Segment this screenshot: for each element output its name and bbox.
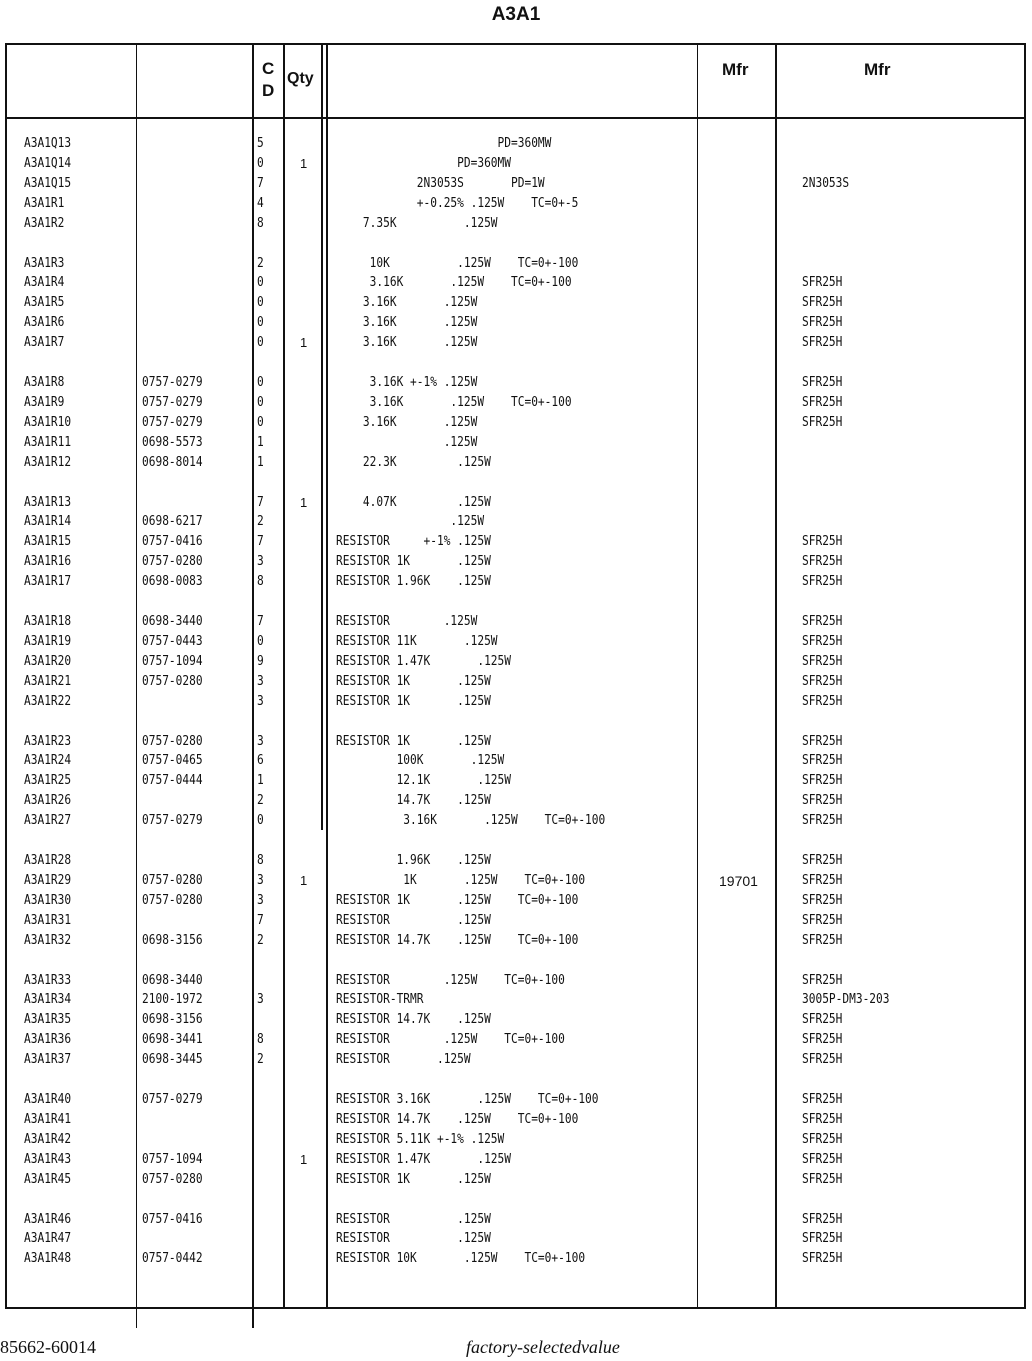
cell-mpn: SFR25H — [802, 395, 843, 410]
cell-mpn: SFR25H — [802, 773, 843, 788]
cell-mpn: SFR25H — [802, 793, 843, 808]
cell-part: 0757-0416 — [142, 1212, 203, 1227]
cell-ref: A3A1R47 — [24, 1231, 72, 1246]
cell-mpn: SFR25H — [802, 415, 843, 430]
cell-mpn: SFR25H — [802, 933, 843, 948]
cell-desc: 22.3K .125W — [336, 455, 491, 470]
cell-desc: RESISTOR +-1% .125W — [336, 534, 491, 549]
cell-cd: 8 — [257, 853, 264, 868]
cell-desc: 3.16K .125W TC=0+-100 — [336, 813, 606, 828]
cell-cd: 0 — [257, 813, 264, 828]
cell-ref: A3A1Q15 — [24, 176, 72, 191]
cell-cd: 0 — [257, 335, 264, 350]
cell-cd: 2 — [257, 933, 264, 948]
cell-mpn: SFR25H — [802, 1231, 843, 1246]
cell-ref: A3A1R20 — [24, 654, 72, 669]
cell-ref: A3A1R23 — [24, 734, 72, 749]
cell-ref: A3A1R12 — [24, 455, 72, 470]
cell-ref: A3A1Q14 — [24, 156, 72, 171]
cell-part: 0757-0280 — [142, 1172, 203, 1187]
cell-part: 0757-0279 — [142, 813, 203, 828]
cell-desc: RESISTOR 1.96K .125W — [336, 574, 491, 589]
cell-cd: 2 — [257, 1052, 264, 1067]
cell-ref: A3A1R2 — [24, 216, 65, 231]
cell-part: 0698-3445 — [142, 1052, 203, 1067]
cell-part: 0757-1094 — [142, 654, 203, 669]
cell-cd: 1 — [257, 435, 264, 450]
cell-part: 0757-0279 — [142, 1092, 203, 1107]
header-cd: C D — [262, 59, 275, 100]
cell-ref: A3A1R31 — [24, 913, 72, 928]
cell-cd: 3 — [257, 734, 264, 749]
cell-mpn: 2N3053S — [802, 176, 850, 191]
cell-ref: A3A1R43 — [24, 1152, 72, 1167]
cell-ref: A3A1R30 — [24, 893, 72, 908]
cell-desc: 3.16K +-1% .125W — [336, 375, 478, 390]
cell-part: 0698-0083 — [142, 574, 203, 589]
header-mfr-part: Mfr — [864, 60, 891, 79]
cell-ref: A3A1R26 — [24, 793, 72, 808]
cell-ref: A3A1R3 — [24, 256, 65, 271]
cell-ref: A3A1Q13 — [24, 136, 72, 151]
cell-desc: RESISTOR 1.47K .125W — [336, 1152, 512, 1167]
cell-mpn: SFR25H — [802, 1152, 843, 1167]
cell-ref: A3A1R36 — [24, 1032, 72, 1047]
cell-mpn: SFR25H — [802, 674, 843, 689]
cell-desc: RESISTOR 3.16K .125W TC=0+-100 — [336, 1092, 599, 1107]
header-qty: Qty — [287, 70, 314, 87]
cell-mpn: SFR25H — [802, 973, 843, 988]
cell-desc: +-0.25% .125W TC=0+-5 — [336, 196, 579, 211]
footer-part-number: 85662-60014 — [0, 1337, 96, 1357]
cell-cd: 8 — [257, 574, 264, 589]
cell-desc: RESISTOR 14.7K .125W — [336, 1012, 491, 1027]
cell-desc: PD=360MW — [336, 156, 512, 171]
cell-ref: A3A1R48 — [24, 1251, 72, 1266]
cell-desc: 3.16K .125W — [336, 295, 478, 310]
cell-cd: 5 — [257, 136, 264, 151]
cell-cd: 3 — [257, 554, 264, 569]
cell-part: 0757-0444 — [142, 773, 203, 788]
cell-desc: .125W — [336, 435, 478, 450]
cell-mpn: SFR25H — [802, 1112, 843, 1127]
cell-mpn: SFR25H — [802, 1172, 843, 1187]
cell-cd: 4 — [257, 196, 264, 211]
cell-desc: RESISTOR 10K .125W TC=0+-100 — [336, 1251, 586, 1266]
cell-desc: 14.7K .125W — [336, 793, 491, 808]
cell-mpn: SFR25H — [802, 654, 843, 669]
cell-desc: 3.16K .125W — [336, 315, 478, 330]
cell-cd: 0 — [257, 295, 264, 310]
cell-part: 2100-1972 — [142, 992, 203, 1007]
cell-ref: A3A1R37 — [24, 1052, 72, 1067]
cell-part: 0757-0280 — [142, 734, 203, 749]
cell-cd: 7 — [257, 176, 264, 191]
cell-desc: 12.1K .125W — [336, 773, 512, 788]
cell-cd: 8 — [257, 216, 264, 231]
cell-desc: 2N3053S PD=1W — [336, 176, 545, 191]
cell-part: 0757-0280 — [142, 893, 203, 908]
cell-ref: A3A1R24 — [24, 753, 72, 768]
cell-desc: PD=360MW — [336, 136, 552, 151]
cell-desc: RESISTOR 1K .125W — [336, 734, 491, 749]
cell-part: 0757-0280 — [142, 554, 203, 569]
cell-desc: RESISTOR .125W — [336, 614, 478, 629]
cell-mpn: SFR25H — [802, 335, 843, 350]
cell-ref: A3A1R25 — [24, 773, 72, 788]
cell-ref: A3A1R45 — [24, 1172, 72, 1187]
cell-ref: A3A1R7 — [24, 335, 65, 350]
cell-part: 0698-6217 — [142, 514, 203, 529]
cell-mpn: SFR25H — [802, 1212, 843, 1227]
cell-cd: 2 — [257, 514, 264, 529]
cell-desc: RESISTOR 14.7K .125W TC=0+-100 — [336, 933, 579, 948]
cell-qty: 1 — [300, 335, 308, 350]
cell-cd: 0 — [257, 315, 264, 330]
cell-cd: 0 — [257, 395, 264, 410]
cell-qty: 1 — [300, 156, 308, 171]
cell-part: 0757-0279 — [142, 375, 203, 390]
cell-cd: 7 — [257, 614, 264, 629]
cell-ref: A3A1R33 — [24, 973, 72, 988]
cell-ref: A3A1R15 — [24, 534, 72, 549]
cell-cd: 0 — [257, 375, 264, 390]
cell-mpn: 3005P-DM3-203 — [802, 992, 890, 1007]
cell-desc: RESISTOR 5.11K +-1% .125W — [336, 1132, 505, 1147]
cell-part: 0698-8014 — [142, 455, 203, 470]
cell-cd: 3 — [257, 674, 264, 689]
cell-cd: 8 — [257, 1032, 264, 1047]
cell-cd: 1 — [257, 455, 264, 470]
cell-desc: RESISTOR 1.47K .125W — [336, 654, 512, 669]
cell-desc: RESISTOR 1K .125W — [336, 1172, 491, 1187]
cell-mpn: SFR25H — [802, 893, 843, 908]
cell-part: 0757-0443 — [142, 634, 203, 649]
cell-ref: A3A1R10 — [24, 415, 72, 430]
cell-mpn: SFR25H — [802, 1052, 843, 1067]
cell-ref: A3A1R35 — [24, 1012, 72, 1027]
cell-part: 0757-0280 — [142, 873, 203, 888]
cell-part: 0698-3440 — [142, 614, 203, 629]
cell-part: 0757-0465 — [142, 753, 203, 768]
cell-desc: RESISTOR 11K .125W — [336, 634, 498, 649]
cell-ref: A3A1R4 — [24, 275, 65, 290]
cell-part: 0757-1094 — [142, 1152, 203, 1167]
cell-cd: 1 — [257, 773, 264, 788]
cell-mpn: SFR25H — [802, 614, 843, 629]
cell-mpn: SFR25H — [802, 275, 843, 290]
cell-part: 0698-3440 — [142, 973, 203, 988]
cell-cd: 3 — [257, 992, 264, 1007]
cell-part: 0698-5573 — [142, 435, 203, 450]
cell-desc: 3.16K .125W TC=0+-100 — [336, 395, 572, 410]
cell-cd: 6 — [257, 753, 264, 768]
footer-note: factory-selectedvalue — [466, 1337, 620, 1357]
cell-mpn: SFR25H — [802, 694, 843, 709]
cell-mpn: SFR25H — [802, 534, 843, 549]
cell-ref: A3A1R27 — [24, 813, 72, 828]
cell-mpn: SFR25H — [802, 734, 843, 749]
cell-ref: A3A1R32 — [24, 933, 72, 948]
cell-ref: A3A1R41 — [24, 1112, 72, 1127]
cell-desc: RESISTOR-TRMR — [336, 992, 424, 1007]
cell-part: 0757-0442 — [142, 1251, 203, 1266]
cell-desc: 3.16K .125W — [336, 415, 478, 430]
cell-ref: A3A1R29 — [24, 873, 72, 888]
cell-desc: 1.96K .125W — [336, 853, 491, 868]
cell-cd: 2 — [257, 793, 264, 808]
cell-desc: RESISTOR .125W — [336, 1052, 471, 1067]
cell-desc: .125W — [336, 514, 485, 529]
cell-desc: RESISTOR 1K .125W — [336, 694, 491, 709]
cell-cd: 3 — [257, 893, 264, 908]
cell-qty: 1 — [300, 873, 308, 888]
cell-ref: A3A1R42 — [24, 1132, 72, 1147]
cell-desc: 3.16K .125W TC=0+-100 — [336, 275, 572, 290]
cell-cd: 9 — [257, 654, 264, 669]
cell-mpn: SFR25H — [802, 1032, 843, 1047]
cell-part: 0757-0280 — [142, 674, 203, 689]
cell-qty: 1 — [300, 1152, 308, 1167]
cell-desc: RESISTOR 1K .125W — [336, 554, 491, 569]
cell-mpn: SFR25H — [802, 873, 843, 888]
cell-cd: 0 — [257, 634, 264, 649]
cell-mpn: SFR25H — [802, 853, 843, 868]
cell-ref: A3A1R14 — [24, 514, 72, 529]
cell-desc: RESISTOR .125W — [336, 913, 491, 928]
cell-mpn: SFR25H — [802, 1132, 843, 1147]
cell-mfr: 19701 — [719, 873, 758, 889]
cell-mpn: SFR25H — [802, 753, 843, 768]
cell-ref: A3A1R22 — [24, 694, 72, 709]
cell-desc: 7.35K .125W — [336, 216, 498, 231]
cell-part: 0757-0279 — [142, 415, 203, 430]
cell-desc: 100K .125W — [336, 753, 505, 768]
cell-part: 0698-3441 — [142, 1032, 203, 1047]
cell-desc: 4.07K .125W — [336, 495, 491, 510]
cell-cd: 3 — [257, 694, 264, 709]
cell-mpn: SFR25H — [802, 813, 843, 828]
cell-cd: 7 — [257, 913, 264, 928]
cell-desc: RESISTOR 1K .125W TC=0+-100 — [336, 893, 579, 908]
cell-ref: A3A1R5 — [24, 295, 65, 310]
cell-desc: 10K .125W TC=0+-100 — [336, 256, 579, 271]
cell-cd: 3 — [257, 873, 264, 888]
cell-mpn: SFR25H — [802, 574, 843, 589]
cell-mpn: SFR25H — [802, 1012, 843, 1027]
cell-part: 0698-3156 — [142, 933, 203, 948]
cell-ref: A3A1R9 — [24, 395, 65, 410]
cell-desc: 1K .125W TC=0+-100 — [336, 873, 586, 888]
cell-mpn: SFR25H — [802, 554, 843, 569]
cell-part: 0757-0416 — [142, 534, 203, 549]
cell-ref: A3A1R40 — [24, 1092, 72, 1107]
cell-mpn: SFR25H — [802, 1092, 843, 1107]
cell-cd: 7 — [257, 534, 264, 549]
cell-ref: A3A1R16 — [24, 554, 72, 569]
cell-part: 0698-3156 — [142, 1012, 203, 1027]
page-title: A3A1 — [491, 4, 541, 25]
cell-desc: RESISTOR 14.7K .125W TC=0+-100 — [336, 1112, 579, 1127]
cell-ref: A3A1R8 — [24, 375, 65, 390]
cell-cd: 0 — [257, 275, 264, 290]
cell-desc: RESISTOR .125W TC=0+-100 — [336, 973, 565, 988]
cell-desc: RESISTOR .125W TC=0+-100 — [336, 1032, 565, 1047]
cell-ref: A3A1R21 — [24, 674, 72, 689]
cell-mpn: SFR25H — [802, 375, 843, 390]
cell-mpn: SFR25H — [802, 634, 843, 649]
cell-desc: RESISTOR .125W — [336, 1231, 491, 1246]
header-mfr-code: Mfr — [722, 60, 749, 79]
cell-part: 0757-0279 — [142, 395, 203, 410]
cell-ref: A3A1R18 — [24, 614, 72, 629]
cell-ref: A3A1R34 — [24, 992, 72, 1007]
cell-ref: A3A1R19 — [24, 634, 72, 649]
cell-cd: 0 — [257, 415, 264, 430]
cell-desc: RESISTOR .125W — [336, 1212, 491, 1227]
cell-desc: RESISTOR 1K .125W — [336, 674, 491, 689]
cell-desc: 3.16K .125W — [336, 335, 478, 350]
cell-ref: A3A1R28 — [24, 853, 72, 868]
cell-qty: 1 — [300, 495, 308, 510]
cell-mpn: SFR25H — [802, 1251, 843, 1266]
cell-ref: A3A1R6 — [24, 315, 65, 330]
cell-ref: A3A1R46 — [24, 1212, 72, 1227]
cell-cd: 2 — [257, 256, 264, 271]
cell-ref: A3A1R13 — [24, 495, 72, 510]
cell-mpn: SFR25H — [802, 315, 843, 330]
cell-ref: A3A1R11 — [24, 435, 72, 450]
cell-mpn: SFR25H — [802, 295, 843, 310]
cell-cd: 7 — [257, 495, 264, 510]
cell-mpn: SFR25H — [802, 913, 843, 928]
cell-ref: A3A1R17 — [24, 574, 72, 589]
cell-ref: A3A1R1 — [24, 196, 65, 211]
cell-cd: 0 — [257, 156, 264, 171]
